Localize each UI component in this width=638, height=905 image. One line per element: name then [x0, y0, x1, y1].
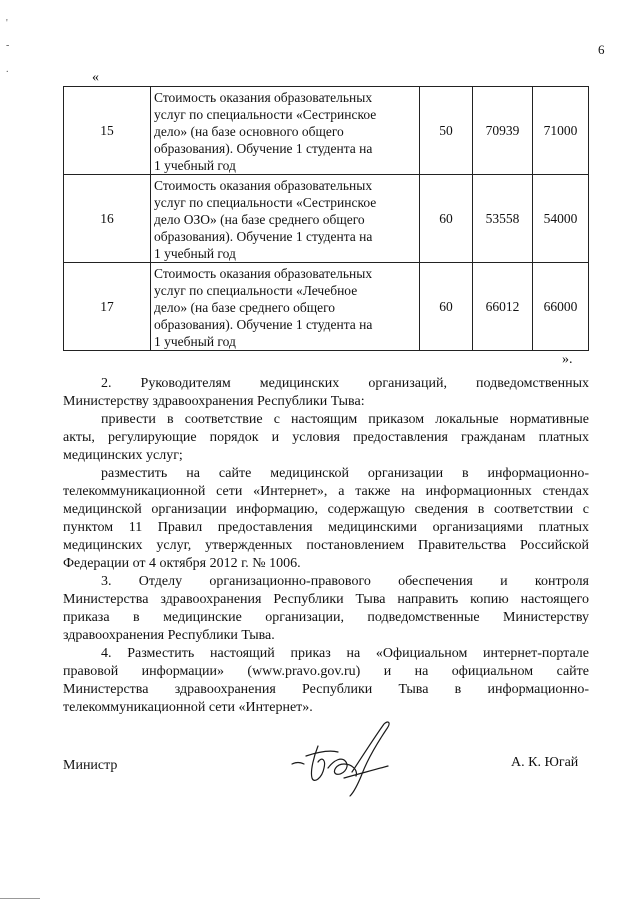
- margin-mark: .: [6, 64, 9, 75]
- value-col-c: 66000: [533, 263, 589, 351]
- text-line: телекоммуникационной сети «Интернет», а также на информационных стендах: [63, 484, 589, 499]
- clause-4: [63, 645, 589, 717]
- margin-mark: -: [6, 40, 10, 51]
- description-line: образования). Обучение 1 студента на: [154, 229, 373, 244]
- value-col-b: 70939: [473, 87, 533, 175]
- text-line: 2. Руководителям медицинских организаций, подведомственных: [101, 376, 589, 391]
- clause-2-item-b: [63, 465, 589, 573]
- text-line: пунктом 11 Правил предоставления медицинскими организациями платных: [63, 520, 589, 535]
- text-line: медицинских услуг;: [63, 448, 183, 463]
- row-number: 16: [64, 175, 151, 263]
- value-col-c: 54000: [533, 175, 589, 263]
- description-line: услуг по специальности «Сестринское: [154, 195, 377, 210]
- table-row: [64, 263, 589, 351]
- value-col-a: 60: [420, 175, 473, 263]
- text-line: здравоохранения Республики Тыва.: [63, 628, 275, 643]
- description-line: услуг по специальности «Сестринское: [154, 107, 377, 122]
- description-line: услуг по специальности «Лечебное: [154, 283, 358, 298]
- description-line: дело ОЗО» (на базе среднего общего: [154, 212, 365, 227]
- description-line: дело» (на базе основного общего: [154, 124, 344, 139]
- row-number: 15: [64, 87, 151, 175]
- service-description: [151, 175, 420, 263]
- description-line: Стоимость оказания образовательных: [154, 178, 373, 193]
- description-line: Стоимость оказания образовательных: [154, 266, 373, 281]
- text-line: разместить на сайте медицинской организации в информационно-: [101, 466, 589, 481]
- description-line: 1 учебный год: [154, 334, 236, 349]
- clause-3: [63, 573, 589, 645]
- margin-mark: ': [6, 18, 8, 29]
- text-line: привести в соответствие с настоящим приказом локальные нормативные: [101, 412, 589, 427]
- page-number: 6: [598, 42, 605, 57]
- description-line: образования). Обучение 1 студента на: [154, 317, 373, 332]
- row-number: 17: [64, 263, 151, 351]
- order-body: [63, 375, 589, 717]
- handwritten-signature: [288, 716, 408, 798]
- text-line: медицинской организации информацию, содержащую сведения в соответствии с: [63, 502, 589, 517]
- clause-2-item-a: [63, 411, 589, 465]
- description-line: дело» (на базе среднего общего: [154, 300, 336, 315]
- text-line: медицинских услуг, утвержденных постановлением Правительства Российской: [63, 538, 589, 553]
- footer-rule: [0, 898, 40, 899]
- text-line: 4. Разместить настоящий приказ на «Официальном интернет-портале: [101, 646, 589, 661]
- value-col-a: 60: [420, 263, 473, 351]
- table-row: [64, 87, 589, 175]
- text-line: правовой информации» (www.pravo.gov.ru) и на официальном сайте: [63, 664, 589, 679]
- value-col-b: 53558: [473, 175, 533, 263]
- service-description: [151, 263, 420, 351]
- text-line: Министерства здравоохранения Республики Тыва в информационно-: [63, 682, 589, 697]
- description-line: 1 учебный год: [154, 246, 236, 261]
- value-col-c: 71000: [533, 87, 589, 175]
- table-row: [64, 175, 589, 263]
- text-line: 3. Отделу организационно-правового обеспечения и контроля: [101, 574, 589, 589]
- text-line: акты, регулирующие порядок и условия предоставления гражданам платных: [63, 430, 589, 445]
- value-col-b: 66012: [473, 263, 533, 351]
- quote-open: «: [92, 70, 99, 85]
- quote-close: ».: [562, 352, 573, 367]
- tariff-table: [63, 86, 589, 351]
- description-line: образования). Обучение 1 студента на: [154, 141, 373, 156]
- clause-2: [63, 375, 589, 411]
- signer-title: Министр: [63, 758, 118, 773]
- description-line: 1 учебный год: [154, 158, 236, 173]
- text-line: приказа в медицинские организации, подведомственные Министерству: [63, 610, 589, 625]
- signer-name: А. К. Югай: [511, 755, 579, 770]
- service-description: [151, 87, 420, 175]
- text-line: Министерства здравоохранения Республики Тыва направить копию настоящего: [63, 592, 589, 607]
- description-line: Стоимость оказания образовательных: [154, 90, 373, 105]
- text-line: телекоммуникационной сети «Интернет».: [63, 700, 313, 715]
- text-line: Министерству здравоохранения Республики Тыва:: [63, 394, 365, 409]
- text-line: Федерации от 4 октября 2012 г. № 1006.: [63, 556, 301, 571]
- value-col-a: 50: [420, 87, 473, 175]
